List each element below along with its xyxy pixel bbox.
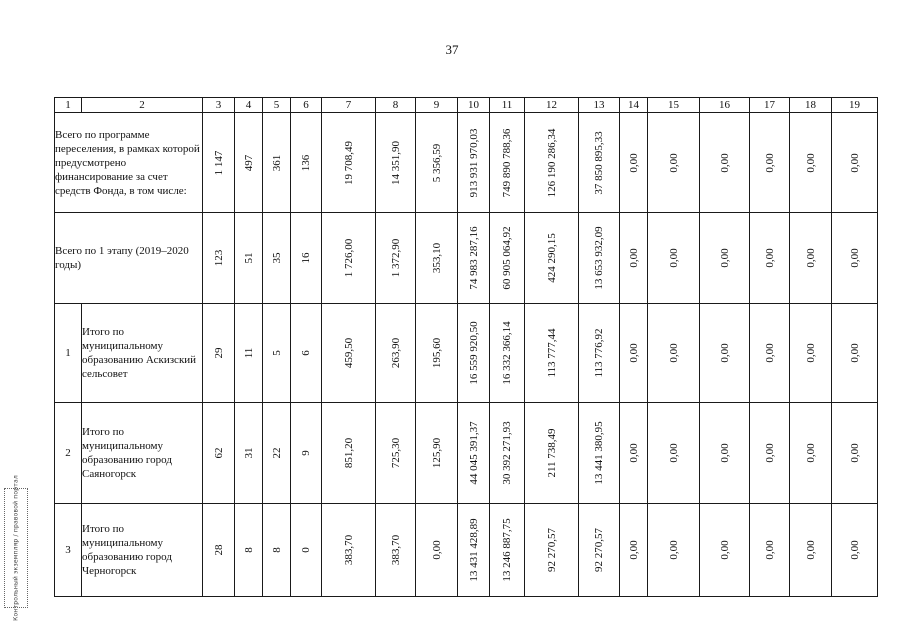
cell-value: 0,00 bbox=[848, 152, 861, 173]
cell-value: 0,00 bbox=[848, 540, 861, 560]
cell-value: 913 931 970,03 bbox=[467, 128, 480, 197]
cell-value: 497 bbox=[242, 154, 255, 171]
table-cell bbox=[291, 304, 322, 403]
table-cell bbox=[648, 113, 700, 213]
row-label: Итого по муниципальному образованию Аскизский сельсовет bbox=[82, 304, 203, 403]
table-cell bbox=[832, 504, 878, 597]
header-row bbox=[55, 98, 878, 113]
column-header: 12 bbox=[525, 98, 579, 113]
cell-value: 0,00 bbox=[627, 152, 640, 173]
table-cell bbox=[291, 504, 322, 597]
table-row bbox=[55, 504, 878, 597]
table-cell bbox=[263, 113, 291, 213]
cell-value: 1 147 bbox=[212, 150, 225, 175]
column-header: 10 bbox=[458, 98, 490, 113]
column-header: 3 bbox=[203, 98, 235, 113]
cell-value: 6 bbox=[300, 350, 312, 356]
cell-value: 22 bbox=[270, 447, 283, 459]
column-header: 14 bbox=[620, 98, 648, 113]
table-cell bbox=[235, 403, 263, 504]
cell-value: 13 653 932,09 bbox=[593, 226, 605, 290]
cell-value: 0,00 bbox=[627, 443, 640, 463]
table-cell bbox=[750, 403, 790, 504]
row-number: 3 bbox=[55, 504, 82, 597]
table-cell bbox=[376, 504, 416, 597]
cell-value: 35 bbox=[270, 252, 283, 264]
cell-value: 113 776,92 bbox=[593, 328, 605, 378]
table-cell bbox=[235, 113, 263, 213]
cell-value: 0,00 bbox=[718, 343, 731, 363]
cell-value: 0,00 bbox=[763, 540, 776, 560]
column-header: 2 bbox=[82, 98, 203, 113]
table-cell bbox=[263, 304, 291, 403]
table-cell bbox=[832, 213, 878, 304]
table-cell bbox=[291, 403, 322, 504]
column-header: 6 bbox=[291, 98, 322, 113]
cell-value: 0,00 bbox=[627, 343, 640, 363]
table-row bbox=[55, 213, 878, 304]
table-cell bbox=[579, 403, 620, 504]
table-row bbox=[55, 403, 878, 504]
cell-value: 29 bbox=[212, 347, 225, 359]
table-cell bbox=[458, 504, 490, 597]
table-cell bbox=[376, 213, 416, 304]
table-cell bbox=[235, 504, 263, 597]
table-cell bbox=[579, 304, 620, 403]
table-cell bbox=[579, 504, 620, 597]
cell-value: 1 372,90 bbox=[389, 238, 402, 278]
table-cell bbox=[648, 213, 700, 304]
row-label: Всего по программе переселения, в рамках которой предусмотрено финансирование за счет средств Фонда, в том числе: bbox=[55, 113, 203, 213]
cell-value: 0,00 bbox=[627, 248, 640, 268]
cell-value: 16 559 920,50 bbox=[467, 321, 480, 385]
column-header: 4 bbox=[235, 98, 263, 113]
table-cell bbox=[790, 304, 832, 403]
table-cell bbox=[525, 113, 579, 213]
table-cell bbox=[458, 304, 490, 403]
cell-value: 211 738,49 bbox=[545, 428, 558, 478]
cell-value: 19 708,49 bbox=[342, 140, 355, 185]
column-header: 18 bbox=[790, 98, 832, 113]
table-cell bbox=[376, 304, 416, 403]
table-cell bbox=[790, 403, 832, 504]
table-cell bbox=[620, 504, 648, 597]
table-cell bbox=[790, 213, 832, 304]
cell-value: 8 bbox=[242, 547, 255, 553]
row-number: 2 bbox=[55, 403, 82, 504]
cell-value: 0,00 bbox=[848, 443, 861, 463]
table-cell bbox=[648, 304, 700, 403]
cell-value: 0,00 bbox=[718, 443, 731, 463]
cell-value: 263,90 bbox=[389, 337, 402, 369]
cell-value: 0,00 bbox=[763, 343, 776, 363]
cell-value: 0,00 bbox=[804, 248, 817, 268]
table-cell bbox=[579, 213, 620, 304]
table-cell bbox=[458, 403, 490, 504]
cell-value: 13 441 380,95 bbox=[593, 421, 605, 485]
cell-value: 851,20 bbox=[342, 437, 355, 469]
table-cell bbox=[458, 113, 490, 213]
table-cell bbox=[322, 504, 376, 597]
cell-value: 0,00 bbox=[763, 152, 776, 173]
table-cell bbox=[832, 113, 878, 213]
row-label: Всего по 1 этапу (2019–2020 годы) bbox=[55, 213, 203, 304]
table-cell bbox=[750, 304, 790, 403]
cell-value: 0,00 bbox=[718, 540, 731, 560]
column-header: 16 bbox=[700, 98, 750, 113]
table-cell bbox=[235, 213, 263, 304]
cell-value: 0,00 bbox=[718, 248, 731, 268]
table-cell bbox=[490, 304, 525, 403]
table-cell bbox=[376, 113, 416, 213]
table-cell bbox=[263, 504, 291, 597]
cell-value: 0,00 bbox=[763, 248, 776, 268]
cell-value: 749 890 788,36 bbox=[501, 128, 513, 197]
cell-value: 136 bbox=[300, 154, 312, 171]
cell-value: 361 bbox=[270, 154, 283, 171]
table-cell bbox=[203, 403, 235, 504]
table-cell bbox=[579, 113, 620, 213]
cell-value: 31 bbox=[242, 447, 255, 459]
cell-value: 195,60 bbox=[430, 337, 443, 369]
cell-value: 0,00 bbox=[848, 343, 861, 363]
cell-value: 37 850 895,33 bbox=[593, 130, 605, 195]
cell-value: 9 bbox=[300, 450, 312, 456]
table-cell bbox=[490, 213, 525, 304]
cell-value: 0,00 bbox=[718, 152, 731, 173]
cell-value: 51 bbox=[242, 252, 255, 264]
row-number: 1 bbox=[55, 304, 82, 403]
cell-value: 353,10 bbox=[430, 242, 443, 274]
table-cell bbox=[700, 113, 750, 213]
table-cell bbox=[700, 213, 750, 304]
cell-value: 0,00 bbox=[804, 152, 817, 173]
table-cell bbox=[750, 504, 790, 597]
cell-value: 0,00 bbox=[804, 343, 817, 363]
table-cell bbox=[620, 304, 648, 403]
table-cell bbox=[620, 113, 648, 213]
table-cell bbox=[700, 304, 750, 403]
table-cell bbox=[291, 113, 322, 213]
column-header: 19 bbox=[832, 98, 878, 113]
side-stamp bbox=[4, 475, 28, 621]
table-cell bbox=[291, 213, 322, 304]
cell-value: 28 bbox=[212, 544, 225, 556]
table-cell bbox=[490, 403, 525, 504]
side-stamp-text: Контрольный экземпляр / правовой портал bbox=[12, 475, 20, 621]
column-header: 17 bbox=[750, 98, 790, 113]
table-row bbox=[55, 113, 878, 213]
cell-value: 5 356,59 bbox=[430, 143, 443, 182]
table-cell bbox=[525, 403, 579, 504]
cell-value: 125,90 bbox=[430, 437, 443, 469]
cell-value: 1 726,00 bbox=[342, 238, 355, 278]
column-header: 7 bbox=[322, 98, 376, 113]
row-label: Итого по муниципальному образованию город Саяногорск bbox=[82, 403, 203, 504]
table-cell bbox=[525, 304, 579, 403]
table-cell bbox=[620, 403, 648, 504]
cell-value: 0,00 bbox=[667, 540, 680, 560]
cell-value: 92 270,57 bbox=[593, 528, 605, 572]
cell-value: 725,30 bbox=[389, 437, 402, 469]
table-cell bbox=[416, 403, 458, 504]
page-number: 37 bbox=[445, 42, 459, 57]
table-cell bbox=[700, 403, 750, 504]
table-cell bbox=[322, 213, 376, 304]
table-cell bbox=[203, 113, 235, 213]
column-header: 13 bbox=[579, 98, 620, 113]
cell-value: 0,00 bbox=[430, 540, 443, 560]
data-table bbox=[54, 97, 878, 597]
table-cell bbox=[322, 113, 376, 213]
table-cell bbox=[648, 403, 700, 504]
cell-value: 383,70 bbox=[342, 534, 355, 566]
cell-value: 0,00 bbox=[763, 443, 776, 463]
table-cell bbox=[203, 213, 235, 304]
cell-value: 0,00 bbox=[667, 443, 680, 463]
column-header: 5 bbox=[263, 98, 291, 113]
cell-value: 0,00 bbox=[667, 248, 680, 268]
table-cell bbox=[700, 504, 750, 597]
cell-value: 0,00 bbox=[848, 248, 861, 268]
row-label: Итого по муниципальному образованию город Черногорск bbox=[82, 504, 203, 597]
table-cell bbox=[263, 403, 291, 504]
table-cell bbox=[620, 213, 648, 304]
cell-value: 5 bbox=[270, 350, 283, 356]
column-header: 9 bbox=[416, 98, 458, 113]
cell-value: 0,00 bbox=[667, 343, 680, 363]
table-cell bbox=[458, 213, 490, 304]
cell-value: 0 bbox=[300, 547, 312, 553]
cell-value: 459,50 bbox=[342, 337, 355, 369]
cell-value: 0,00 bbox=[627, 540, 640, 560]
cell-value: 383,70 bbox=[389, 534, 402, 566]
table-cell bbox=[525, 213, 579, 304]
cell-value: 16 332 366,14 bbox=[501, 321, 513, 385]
cell-value: 123 bbox=[212, 249, 225, 267]
table-cell bbox=[525, 504, 579, 597]
cell-value: 30 392 271,93 bbox=[501, 421, 513, 485]
cell-value: 13 246 887,75 bbox=[501, 518, 513, 582]
table-cell bbox=[263, 213, 291, 304]
table-cell bbox=[490, 504, 525, 597]
table-cell bbox=[416, 213, 458, 304]
cell-value: 424 290,15 bbox=[545, 233, 558, 283]
cell-value: 62 bbox=[212, 447, 225, 459]
column-header: 8 bbox=[376, 98, 416, 113]
cell-value: 14 351,90 bbox=[389, 140, 402, 185]
table-cell bbox=[235, 304, 263, 403]
cell-value: 0,00 bbox=[804, 540, 817, 560]
table-cell bbox=[416, 113, 458, 213]
cell-value: 60 905 064,92 bbox=[501, 226, 513, 290]
table-cell bbox=[376, 403, 416, 504]
cell-value: 11 bbox=[242, 347, 255, 359]
table-cell bbox=[203, 504, 235, 597]
table-cell bbox=[750, 113, 790, 213]
cell-value: 13 431 428,89 bbox=[467, 518, 480, 582]
table-cell bbox=[790, 504, 832, 597]
cell-value: 0,00 bbox=[804, 443, 817, 463]
cell-value: 92 270,57 bbox=[545, 528, 558, 572]
table-cell bbox=[322, 304, 376, 403]
table-cell bbox=[832, 304, 878, 403]
cell-value: 74 983 287,16 bbox=[467, 226, 480, 290]
cell-value: 113 777,44 bbox=[545, 328, 558, 378]
cell-value: 126 190 286,34 bbox=[545, 128, 558, 197]
table-cell bbox=[203, 304, 235, 403]
table-cell bbox=[750, 213, 790, 304]
table-cell bbox=[790, 113, 832, 213]
cell-value: 0,00 bbox=[667, 152, 680, 173]
table-cell bbox=[490, 113, 525, 213]
table-cell bbox=[648, 504, 700, 597]
table-cell bbox=[416, 304, 458, 403]
table-cell bbox=[416, 504, 458, 597]
cell-value: 16 bbox=[300, 252, 312, 264]
cell-value: 44 045 391,37 bbox=[467, 421, 480, 485]
table-row bbox=[55, 304, 878, 403]
column-header: 11 bbox=[490, 98, 525, 113]
column-header: 1 bbox=[55, 98, 82, 113]
table-cell bbox=[832, 403, 878, 504]
table-cell bbox=[322, 403, 376, 504]
column-header: 15 bbox=[648, 98, 700, 113]
cell-value: 8 bbox=[270, 547, 283, 553]
